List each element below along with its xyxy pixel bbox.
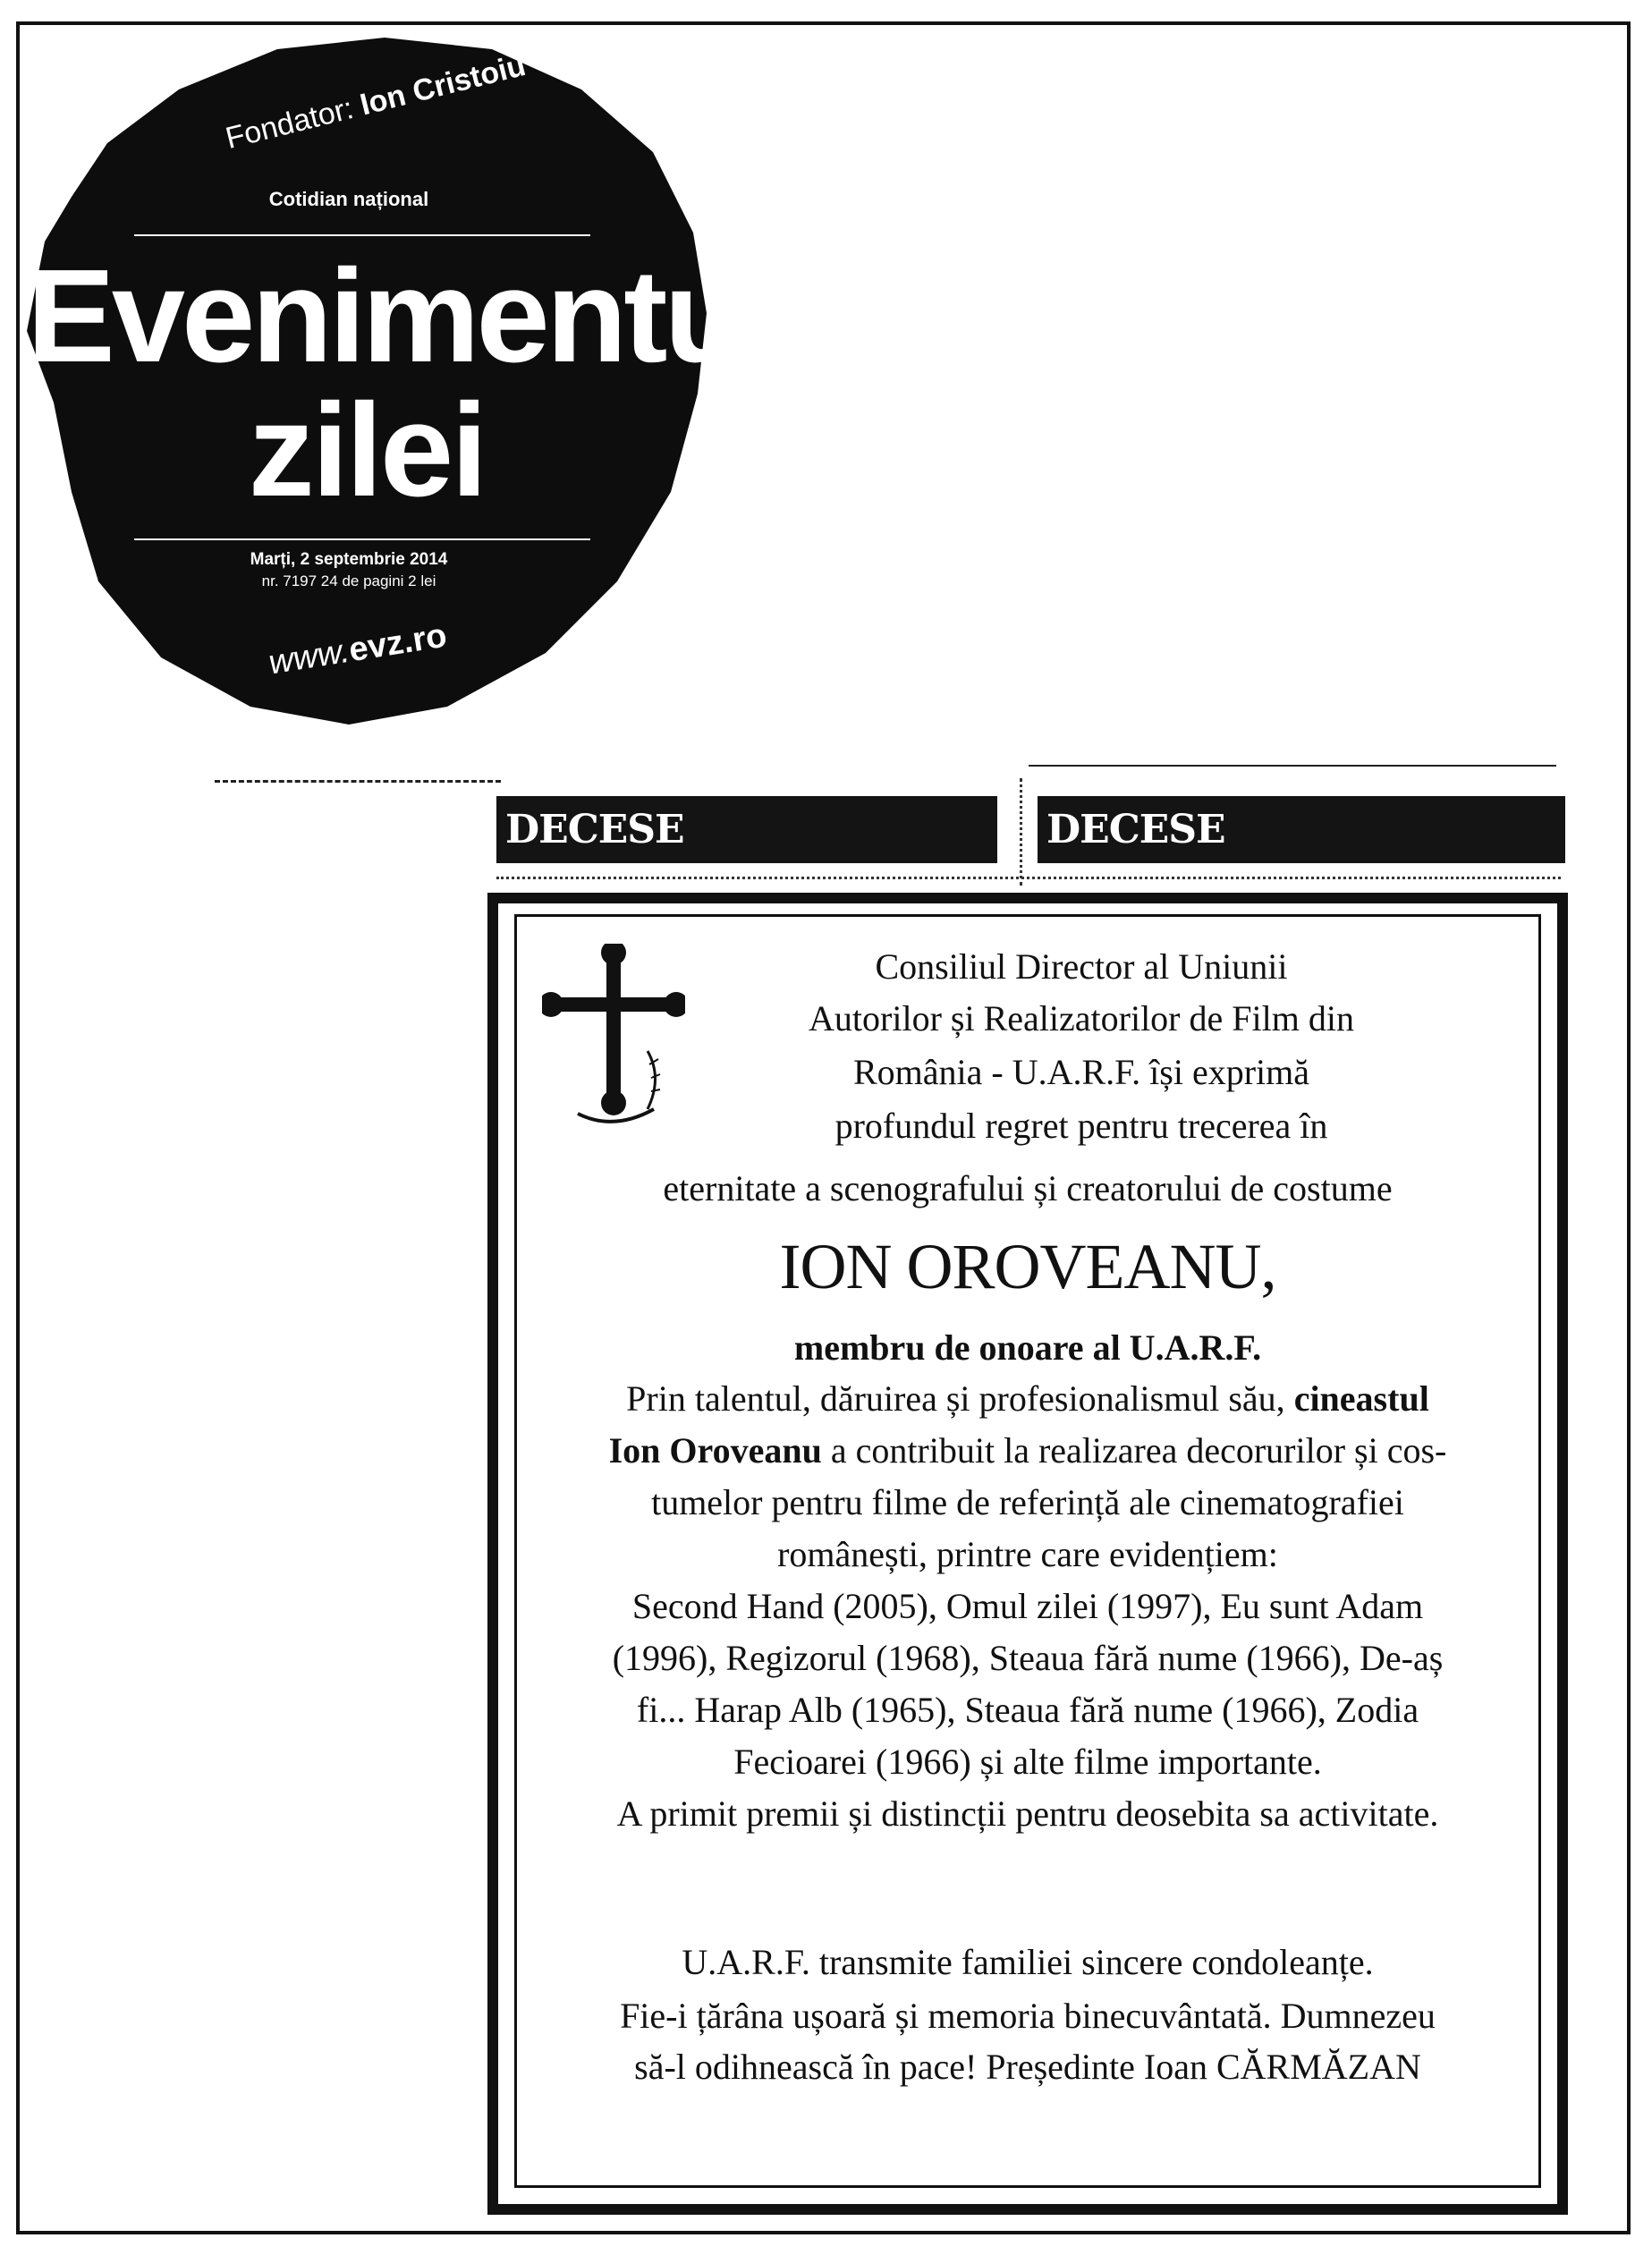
- masthead-rule-top: [134, 234, 590, 236]
- body-line: tumelor pentru filme de referință ale cinematografiei: [651, 1482, 1404, 1522]
- deceased-name: ION OROVEANU,: [779, 1231, 1276, 1302]
- divider-left: [215, 780, 501, 783]
- filmography-line: Fecioarei (1966) și alte filme importante.: [733, 1742, 1322, 1782]
- section-header-decese-right: DECESE: [1038, 796, 1565, 863]
- newspaper-title-line2: zilei: [248, 377, 486, 524]
- founder-label: Fondator:: [222, 90, 357, 157]
- intro-line: Consiliul Director al Uniunii: [875, 946, 1288, 987]
- body-line: românești, printre care evidențiem:: [777, 1534, 1278, 1574]
- filmography-line: fi... Harap Alb (1965), Steaua fără nume (1966), Zodia: [636, 1690, 1419, 1730]
- dotted-rule: [496, 877, 1561, 879]
- body-text: a contribuit la realizarea decorurilor și cos-: [821, 1430, 1447, 1471]
- filmography-line: (1996), Regizorul (1968), Steaua fără nume (1966), De-aș: [612, 1638, 1444, 1678]
- body-line: [517, 1429, 1538, 1471]
- intro-line: România - U.A.R.F. își exprimă: [852, 1052, 1310, 1092]
- signature-line: să-l odihnească în pace! Președinte Ioan CĂRMĂZAN: [634, 2047, 1421, 2087]
- newspaper-title-line1: Evenimentul: [27, 242, 775, 390]
- intro-line: eternitate a scenografului și creatorului de costume: [663, 1168, 1393, 1208]
- honorary-membership: membru de onoare al U.A.R.F.: [793, 1327, 1262, 1368]
- newspaper-masthead: [27, 27, 775, 733]
- body-text-bold: Ion Oroveanu: [608, 1430, 822, 1471]
- intro-line: profundul regret pentru trecerea în: [834, 1106, 1328, 1146]
- body-text: Prin talentul, dăruirea și profesionalismul său,: [626, 1378, 1294, 1419]
- condolence-line: U.A.R.F. transmite familiei sincere condoleanțe.: [682, 1942, 1374, 1982]
- website-domain: evz.ro: [346, 616, 450, 670]
- awards-line: A primit premii și distincții pentru deosebita sa activitate.: [616, 1793, 1439, 1834]
- tagline: Cotidian național: [268, 188, 429, 210]
- website-prefix: www.: [266, 632, 352, 682]
- body-text-bold: cineastul: [1293, 1378, 1429, 1419]
- condolence-line: Fie-i țărâna ușoară și memoria binecuvântată. Dumnezeu: [620, 1996, 1436, 2036]
- divider-right: [1029, 765, 1556, 767]
- issue-details: nr. 7197 24 de pagini 2 lei: [261, 572, 436, 589]
- obituary-notice: [487, 893, 1568, 2215]
- intro-line: Autorilor și Realizatorilor de Film din: [809, 998, 1354, 1038]
- founder-name: Ion Cristoiu: [356, 47, 529, 123]
- filmography-line: Second Hand (2005), Omul zilei (1997), Eu sunt Adam: [631, 1586, 1424, 1626]
- obituary-notice-inner-frame: [514, 914, 1541, 2188]
- masthead-rule-bottom: [134, 538, 590, 540]
- section-header-decese-left: DECESE: [496, 796, 997, 863]
- column-separator: [1020, 778, 1022, 886]
- body-line: [517, 1378, 1538, 1420]
- issue-date: Marți, 2 septembrie 2014: [250, 550, 448, 569]
